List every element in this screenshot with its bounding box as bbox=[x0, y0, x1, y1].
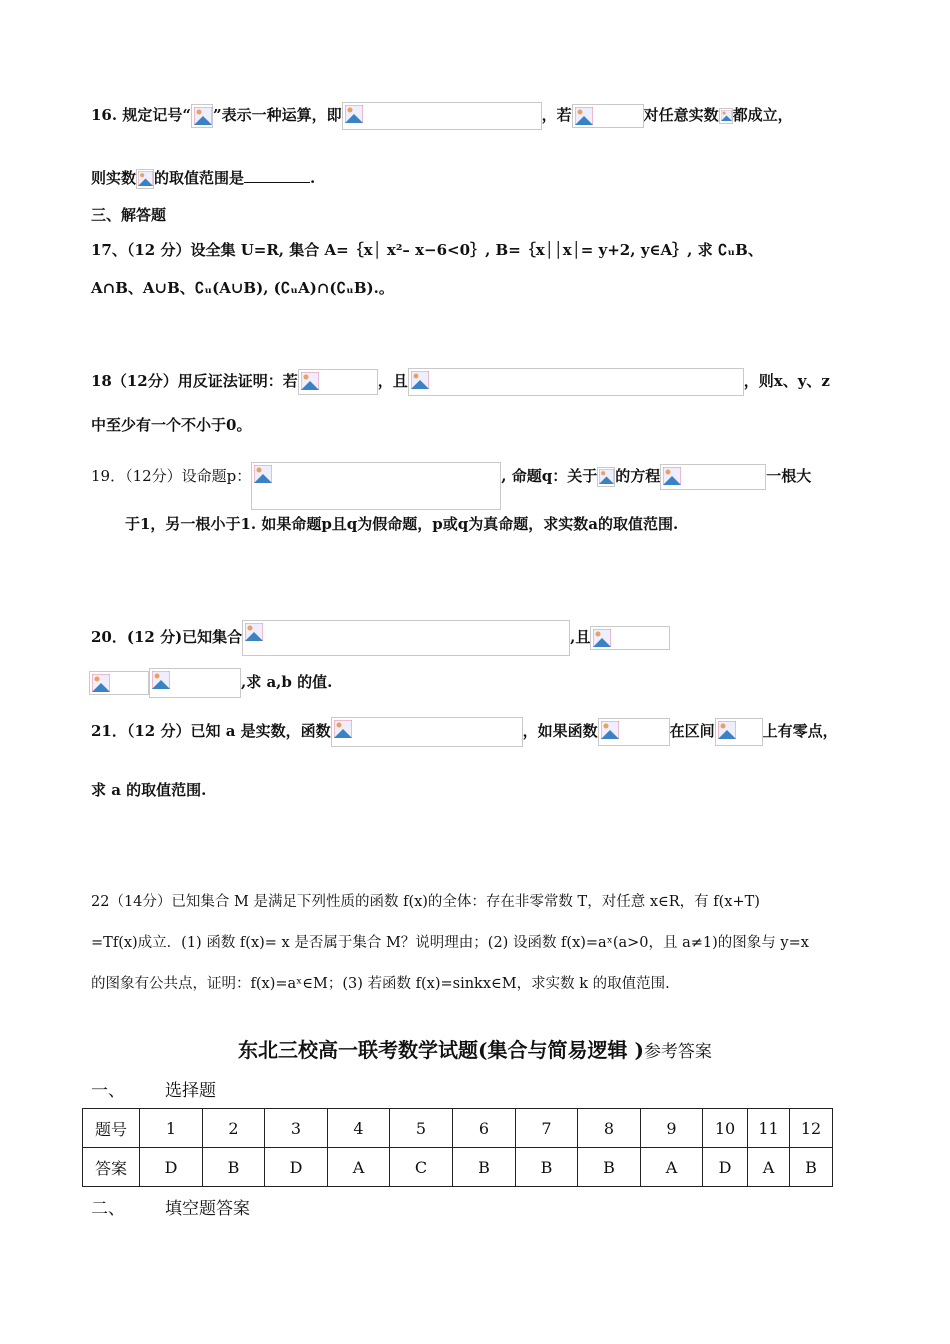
table-cell: 8 bbox=[578, 1109, 641, 1148]
table-row bbox=[83, 1109, 833, 1148]
table-cell: B bbox=[790, 1148, 833, 1187]
table-cell: 2 bbox=[203, 1109, 265, 1148]
table-cell: B bbox=[453, 1148, 516, 1187]
answer-table bbox=[82, 1108, 833, 1187]
q19-line2: 于1，另一根小于1. 如果命题p且q为假命题，p或q为真命题，求实数a的取值范围. bbox=[125, 515, 679, 533]
table-header-cell: 答案 bbox=[83, 1148, 140, 1187]
table-row bbox=[83, 1148, 833, 1187]
q22-line2: =Tf(x)成立．(1) 函数 f(x)= x 是否属于集合 M？说明理由；(2) 设函数 f(x)=aˣ(a>0，且 a≠1)的图象与 y=x bbox=[91, 935, 809, 951]
table-cell: 1 bbox=[140, 1109, 203, 1148]
formula-image bbox=[660, 464, 766, 490]
formula-image bbox=[590, 626, 670, 650]
table-cell: 6 bbox=[453, 1109, 516, 1148]
q18-line2: 中至少有一个不小于0。 bbox=[91, 416, 252, 434]
table-cell: D bbox=[265, 1148, 328, 1187]
q17-line2: A∩B、A∪B、∁ᵤ(A∪B), (∁ᵤA)∩(∁ᵤB).。 bbox=[91, 279, 394, 297]
broken-image-icon bbox=[136, 169, 154, 189]
formula-image bbox=[572, 104, 644, 128]
table-cell: B bbox=[578, 1148, 641, 1187]
q18-line1: 18（12分）用反证法证明：若 ，且 ，则x、y、z bbox=[91, 368, 830, 396]
q20-line1: 20．(12 分)已知集合 ,且 bbox=[91, 620, 670, 656]
formula-image bbox=[89, 671, 149, 695]
formula-image bbox=[242, 620, 570, 656]
q16-line1: 16. 规定记号“ ”表示一种运算，即 ，若 对任意实数 都成立， bbox=[91, 102, 793, 130]
table-cell: 4 bbox=[328, 1109, 390, 1148]
table-cell: D bbox=[703, 1148, 748, 1187]
q19-line1: 19．（12分）设命题p： , 命题q：关于 的方程 一根大 bbox=[91, 464, 811, 510]
q21-line2: 求 a 的取值范围. bbox=[91, 781, 207, 799]
table-cell: 12 bbox=[790, 1109, 833, 1148]
section-fill: 二、 填空题答案 bbox=[91, 1199, 250, 1219]
formula-image bbox=[298, 369, 378, 395]
q22-line1: 22（14分）已知集合 M 是满足下列性质的函数 f(x)的全体：存在非零常数 T，对任意 x∈R，有 f(x+T) bbox=[91, 894, 760, 910]
table-cell: D bbox=[140, 1148, 203, 1187]
table-cell: B bbox=[203, 1148, 265, 1187]
table-cell: 7 bbox=[516, 1109, 578, 1148]
table-cell: A bbox=[328, 1148, 390, 1187]
answer-blank bbox=[244, 168, 310, 183]
formula-image bbox=[598, 718, 670, 746]
section-heading: 三、解答题 bbox=[91, 206, 167, 224]
answer-title: 东北三校高一联考数学试题(集合与简易逻辑 )参考答案 bbox=[238, 1038, 712, 1062]
formula-image bbox=[342, 102, 542, 130]
q17-line1: 17、（12 分）设全集 U=R, 集合 A=｛x│ x²– x−6<0｝, B=｛x││x│= y+2, y∈A｝, 求 ∁ᵤB、 bbox=[91, 241, 763, 259]
formula-image bbox=[149, 668, 241, 698]
q21-line1: 21．（12 分）已知 a 是实数，函数 ，如果函数 在区间 上有零点， bbox=[91, 717, 838, 747]
q22-line3: 的图象有公共点，证明：f(x)=aˣ∈M；(3) 若函数 f(x)=sinkx∈M，求实数 k 的取值范围. bbox=[91, 976, 670, 992]
q16-line2: 则实数 的取值范围是 . bbox=[91, 169, 316, 187]
formula-image bbox=[331, 717, 523, 747]
table-cell: 5 bbox=[390, 1109, 453, 1148]
formula-image bbox=[715, 718, 763, 746]
broken-image-icon bbox=[191, 104, 213, 128]
table-cell: C bbox=[390, 1148, 453, 1187]
table-cell: 9 bbox=[641, 1109, 703, 1148]
table-cell: B bbox=[516, 1148, 578, 1187]
broken-image-icon bbox=[719, 108, 733, 124]
q20-line2: ,求 a,b 的值. bbox=[89, 668, 332, 698]
table-header-cell: 题号 bbox=[83, 1109, 140, 1148]
broken-image-icon bbox=[597, 467, 615, 487]
formula-image bbox=[251, 462, 501, 510]
section-choice: 一、 选择题 bbox=[91, 1081, 216, 1101]
table-cell: A bbox=[641, 1148, 703, 1187]
formula-image bbox=[408, 368, 744, 396]
table-cell: A bbox=[748, 1148, 790, 1187]
table-cell: 3 bbox=[265, 1109, 328, 1148]
table-cell: 11 bbox=[748, 1109, 790, 1148]
table-cell: 10 bbox=[703, 1109, 748, 1148]
